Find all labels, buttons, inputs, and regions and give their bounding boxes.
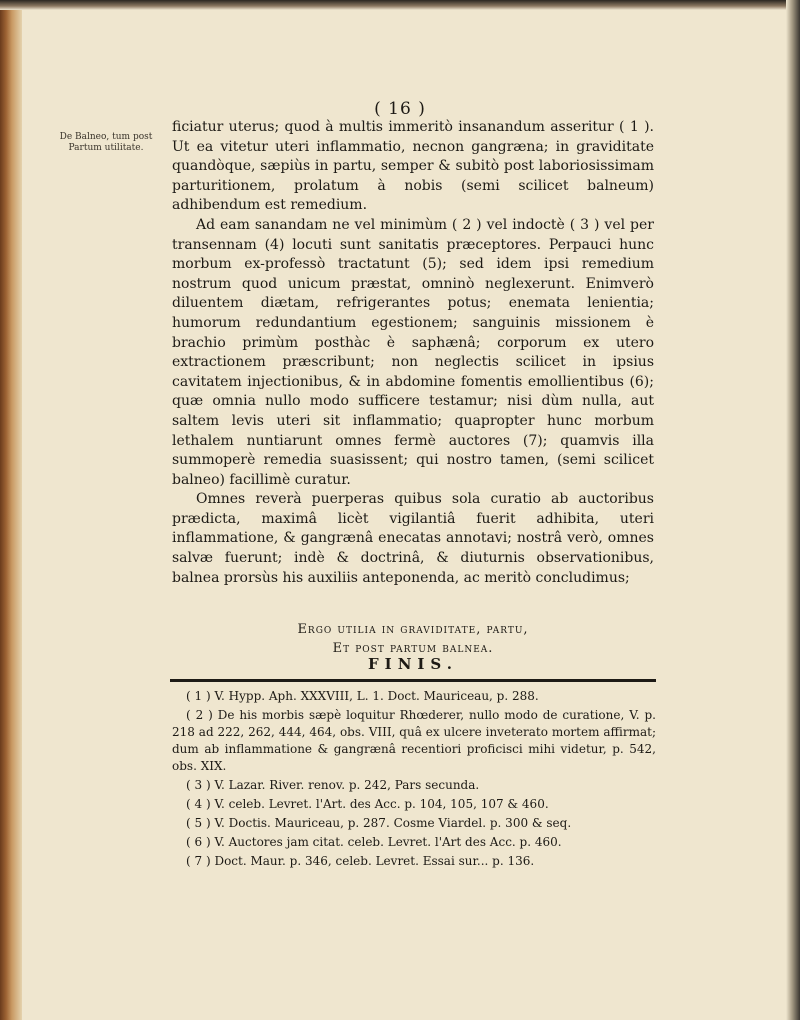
footnote-4: ( 4 ) V. celeb. Levret. l'Art. des Acc. p. 104, 105, 107 & 460. <box>186 797 549 811</box>
page-right-edge <box>786 0 800 1020</box>
margin-note: De Balneo, tum post Partum utilitate. <box>59 132 153 153</box>
page-number: ( 16 ) <box>374 99 426 119</box>
conclusion <box>172 620 654 658</box>
footnote-1: ( 1 ) V. Hypp. Aph. XXXVIII, L. 1. Doct. Mauriceau, p. 288. <box>186 689 539 703</box>
conclusion-line-2: Et post partum balnea. <box>332 641 494 656</box>
paragraph-1: ficiatur uterus; quod à multis immeritò insanandum asseritur ( 1 ). Ut ea vitetur uteri inflammatio, necnon gangræna; in graviditate quandòque, sæpiùs in partu, semper & subitò post laboriosissimam parturitionem, prolatum à nobis (semi scilicet balneum) adhibendum est remedium. <box>172 119 654 214</box>
paragraph-3: Omnes reverà puerperas quibus sola curatio ab auctoribus prædicta, maximâ licèt vigilantiâ fuerit adhibita, uteri inflammatione, & gangrænâ enecatas annotavi; nostrâ verò, omnes salvæ fuerunt; indè & doctrinâ, & diuturnis observationibus, balnea prorsùs his auxiliis anteponenda, ac meritò concludimus; <box>172 491 654 586</box>
paragraph-2: Ad eam sanandam ne vel minimùm ( 2 ) vel indoctè ( 3 ) vel per transennam (4) locuti sunt sanitatis præceptores. Perpauci hunc morbum ex-professò tractatunt (5); sed idem ipsi remedium nostrum quod unicum præstat, omninò neglexerunt. Enimverò diluentem diætam, refrigerantes potus; enemata lenientia; humorum redundantium egestionem; sanguinis missionem è brachio primùm posthàc è saphænâ; corporum ex utero extractionem præscribunt; non neglectis scilicet in ipsius cavitatem injectionibus, & in abdomine fomentis emollientibus (6); quæ omnia nullo modo sufficere testamur; nisi dùm nulla, aut saltem levis uteri sit inflammatio; quapropter hunc morbum lethalem nuntiarunt omnes fermè auctores (7); quamvis illa summoperè remedia suasissent; qui nostro tamen, (semi scilicet balneo) facillimè curatur. <box>172 216 654 488</box>
footnote-2: ( 2 ) De his morbis sæpè loquitur Rhœderer, nullo modo de curatione, V. p. 218 ad 222, 262, 444, 464, obs. VIII, quâ ex ulcere inveterato mortem affirmat; dum ab inflammatione & gangrænâ recentiori proficisci mihi videtur, p. 542, obs. XIX. <box>172 708 656 773</box>
footnote-divider <box>170 679 656 682</box>
finis-heading: FINIS. <box>368 655 458 673</box>
page-left-edge <box>0 0 22 1020</box>
footnote-3: ( 3 ) V. Lazar. River. renov. p. 242, Pars secunda. <box>186 778 480 792</box>
footnote-7: ( 7 ) Doct. Maur. p. 346, celeb. Levret. Essai sur... p. 136. <box>186 854 535 868</box>
footnote-6: ( 6 ) V. Auctores jam citat. celeb. Levret. l'Art des Acc. p. 460. <box>186 835 562 849</box>
footnotes <box>172 688 656 872</box>
conclusion-line-1: Ergo utilia in graviditate, partu, <box>297 622 529 637</box>
page-top-edge <box>0 0 800 10</box>
body-text <box>172 118 654 588</box>
footnote-5: ( 5 ) V. Doctis. Mauriceau, p. 287. Cosme Viardel. p. 300 & seq. <box>186 816 572 830</box>
